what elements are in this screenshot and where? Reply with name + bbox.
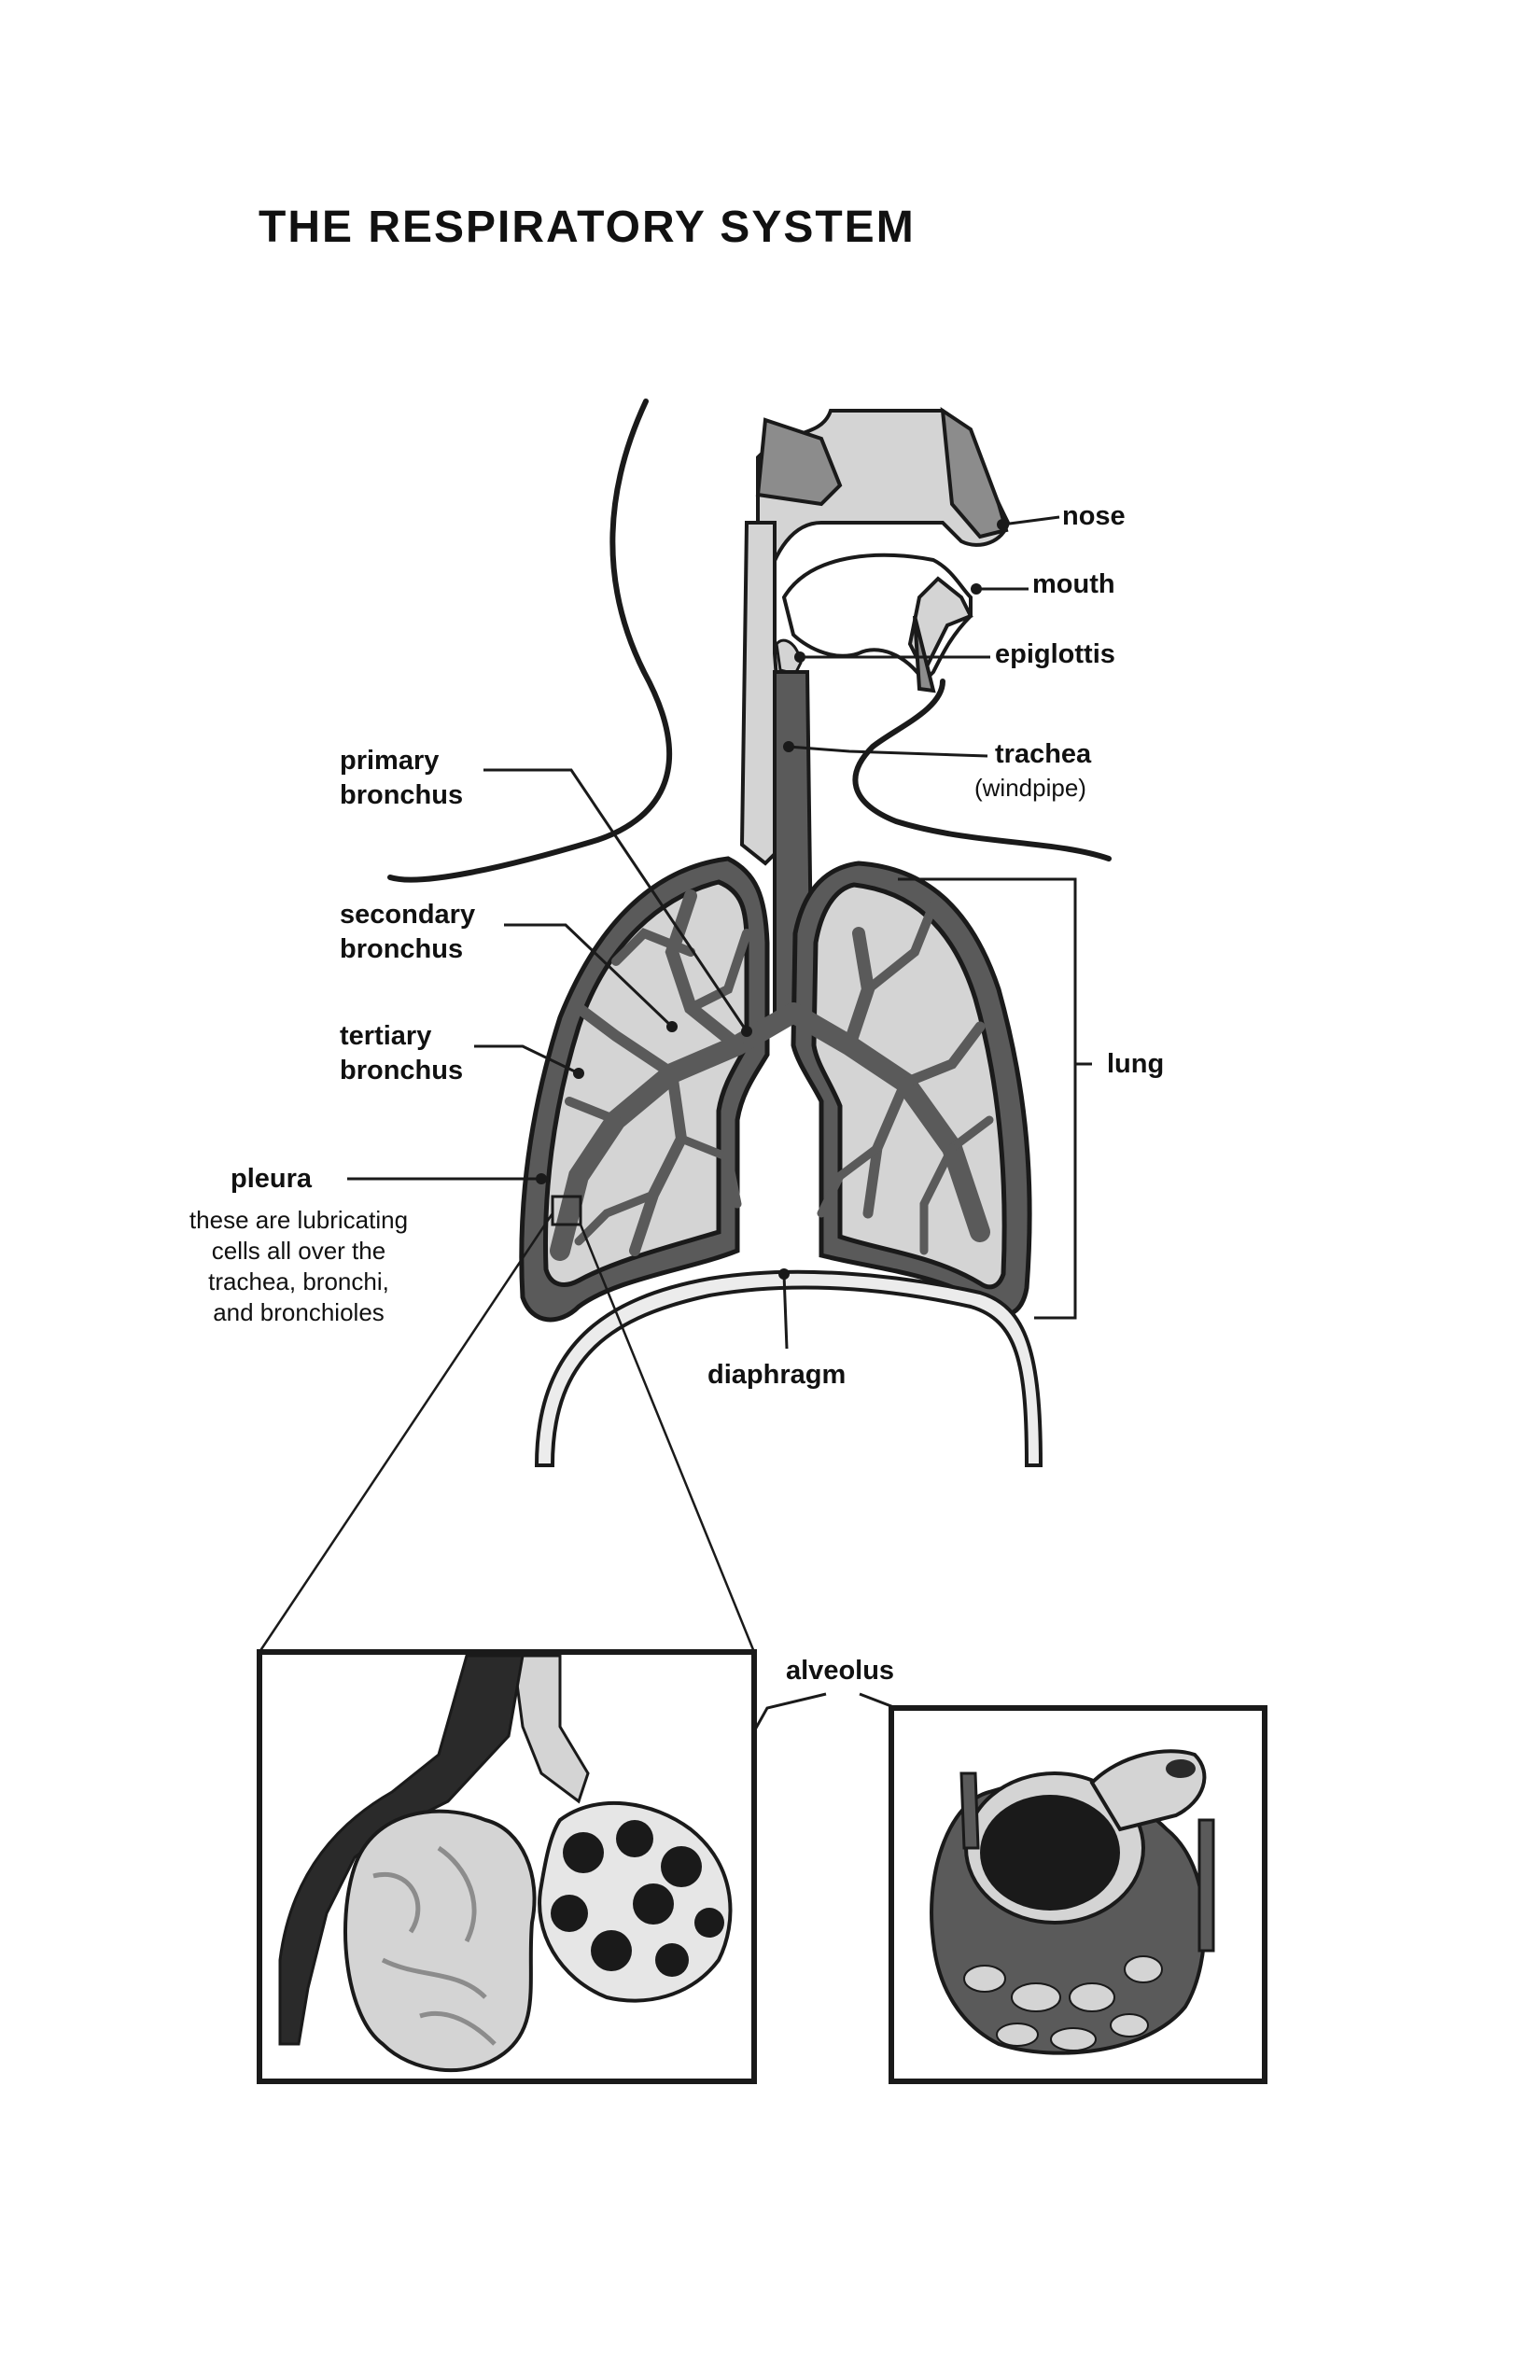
oral-cavity	[784, 555, 971, 691]
label-primary-bronchus-1: primary	[340, 746, 440, 776]
label-pleura-desc-2: cells all over the	[211, 1237, 386, 1265]
label-trachea: trachea	[995, 739, 1092, 769]
label-tertiary-bronchus-1: tertiary	[340, 1021, 432, 1051]
label-secondary-bronchus-2: bronchus	[340, 934, 464, 964]
label-alveolus: alveolus	[786, 1656, 895, 1686]
zoom-box-alveolus	[891, 1708, 1265, 2081]
page-title: THE RESPIRATORY SYSTEM	[259, 203, 916, 252]
label-pleura: pleura	[231, 1164, 313, 1194]
label-lung: lung	[1107, 1049, 1165, 1079]
label-pleura-desc-1: these are lubricating	[189, 1206, 409, 1234]
label-tertiary-bronchus-2: bronchus	[340, 1056, 464, 1085]
label-primary-bronchus-2: bronchus	[340, 780, 464, 810]
zoom-box-clusters	[259, 1652, 754, 2081]
label-diaphragm: diaphragm	[707, 1360, 847, 1390]
label-mouth: mouth	[1032, 569, 1115, 599]
label-epiglottis: epiglottis	[995, 639, 1115, 669]
label-trachea-sub: (windpipe)	[974, 774, 1086, 802]
label-pleura-desc-3: trachea, bronchi,	[208, 1267, 389, 1295]
label-nose: nose	[1062, 501, 1126, 531]
label-secondary-bronchus-1: secondary	[340, 900, 476, 930]
label-pleura-desc-4: and bronchioles	[213, 1298, 385, 1326]
